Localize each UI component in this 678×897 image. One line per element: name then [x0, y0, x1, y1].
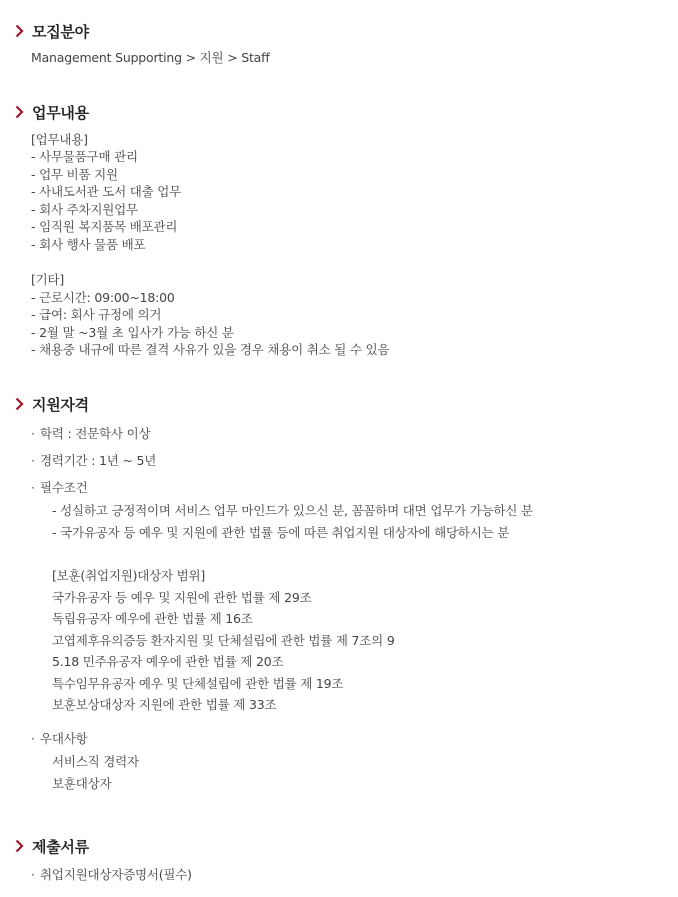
veteran-item: 독립유공자 예우에 관한 법률 제 16조: [52, 611, 253, 626]
section-header-field: [15, 19, 89, 43]
etc-item: - 근로시간: 09:00~18:00: [31, 290, 175, 305]
section-header-documents: [15, 834, 89, 858]
duty-item: - 사무물품구매 관리: [31, 149, 138, 164]
section-header-duties: [15, 100, 89, 124]
section-header-qualifications: [15, 392, 89, 416]
duty-item: - 사내도서관 도서 대출 업무: [31, 184, 182, 199]
veteran-header: [보훈(취업지원)대상자 범위]: [52, 568, 206, 583]
required-label: · 필수조건: [31, 479, 88, 496]
required-item: - 성실하고 긍정적이며 서비스 업무 마인드가 있으신 분, 꼼꼼하며 대면 업무가 가능하신 분: [52, 503, 533, 518]
veteran-item: 5.18 민주유공자 예우에 관한 법률 제 20조: [52, 654, 284, 669]
education-requirement: · 학력 : 전문학사 이상: [31, 425, 150, 442]
veteran-item: 특수임무유공자 예우 및 단체설립에 관한 법률 제 19조: [52, 676, 344, 691]
experience-requirement: · 경력기간 : 1년 ~ 5년: [31, 452, 156, 469]
section-title-field: 모집분야: [32, 22, 89, 41]
field-value: Management Supporting > 지원 > Staff: [31, 50, 270, 65]
veteran-item: 고엽제후유의증등 환자지원 및 단체설립에 관한 법률 제 7조의 9: [52, 633, 395, 648]
chevron-right-icon: [15, 105, 24, 119]
duty-item: - 임직원 복지품목 배포관리: [31, 219, 178, 234]
etc-item: - 2월 말 ~3월 초 입사가 가능 하신 분: [31, 325, 234, 340]
duties-header: [업무내용]: [31, 132, 88, 147]
etc-item: - 채용중 내규에 따른 결격 사유가 있을 경우 채용이 취소 될 수 있음: [31, 342, 390, 357]
required-item: - 국가유공자 등 예우 및 지원에 관한 법률 등에 따른 취업지원 대상자에 해당하시는 분: [52, 525, 510, 540]
preferred-label: · 우대사항: [31, 730, 88, 747]
chevron-right-icon: [15, 397, 24, 411]
veteran-item: 국가유공자 등 예우 및 지원에 관한 법률 제 29조: [52, 590, 312, 605]
section-title-duties: 업무내용: [32, 103, 89, 122]
section-title-qualifications: 지원자격: [32, 395, 89, 414]
preferred-item: 서비스직 경력자: [52, 754, 139, 769]
duty-item: - 업무 비품 지원: [31, 167, 118, 182]
etc-header: [기타]: [31, 272, 65, 287]
document-item: · 취업지원대상자증명서(필수): [31, 866, 192, 883]
duty-item: - 회사 행사 물품 배포: [31, 237, 146, 252]
preferred-item: 보훈대상자: [52, 776, 112, 791]
duty-item: - 회사 주차지원업무: [31, 202, 138, 217]
veteran-item: 보훈보상대상자 지원에 관한 법률 제 33조: [52, 697, 277, 712]
chevron-right-icon: [15, 839, 24, 853]
chevron-right-icon: [15, 24, 24, 38]
etc-item: - 급여: 회사 규정에 의거: [31, 307, 162, 322]
section-title-documents: 제출서류: [32, 837, 89, 856]
